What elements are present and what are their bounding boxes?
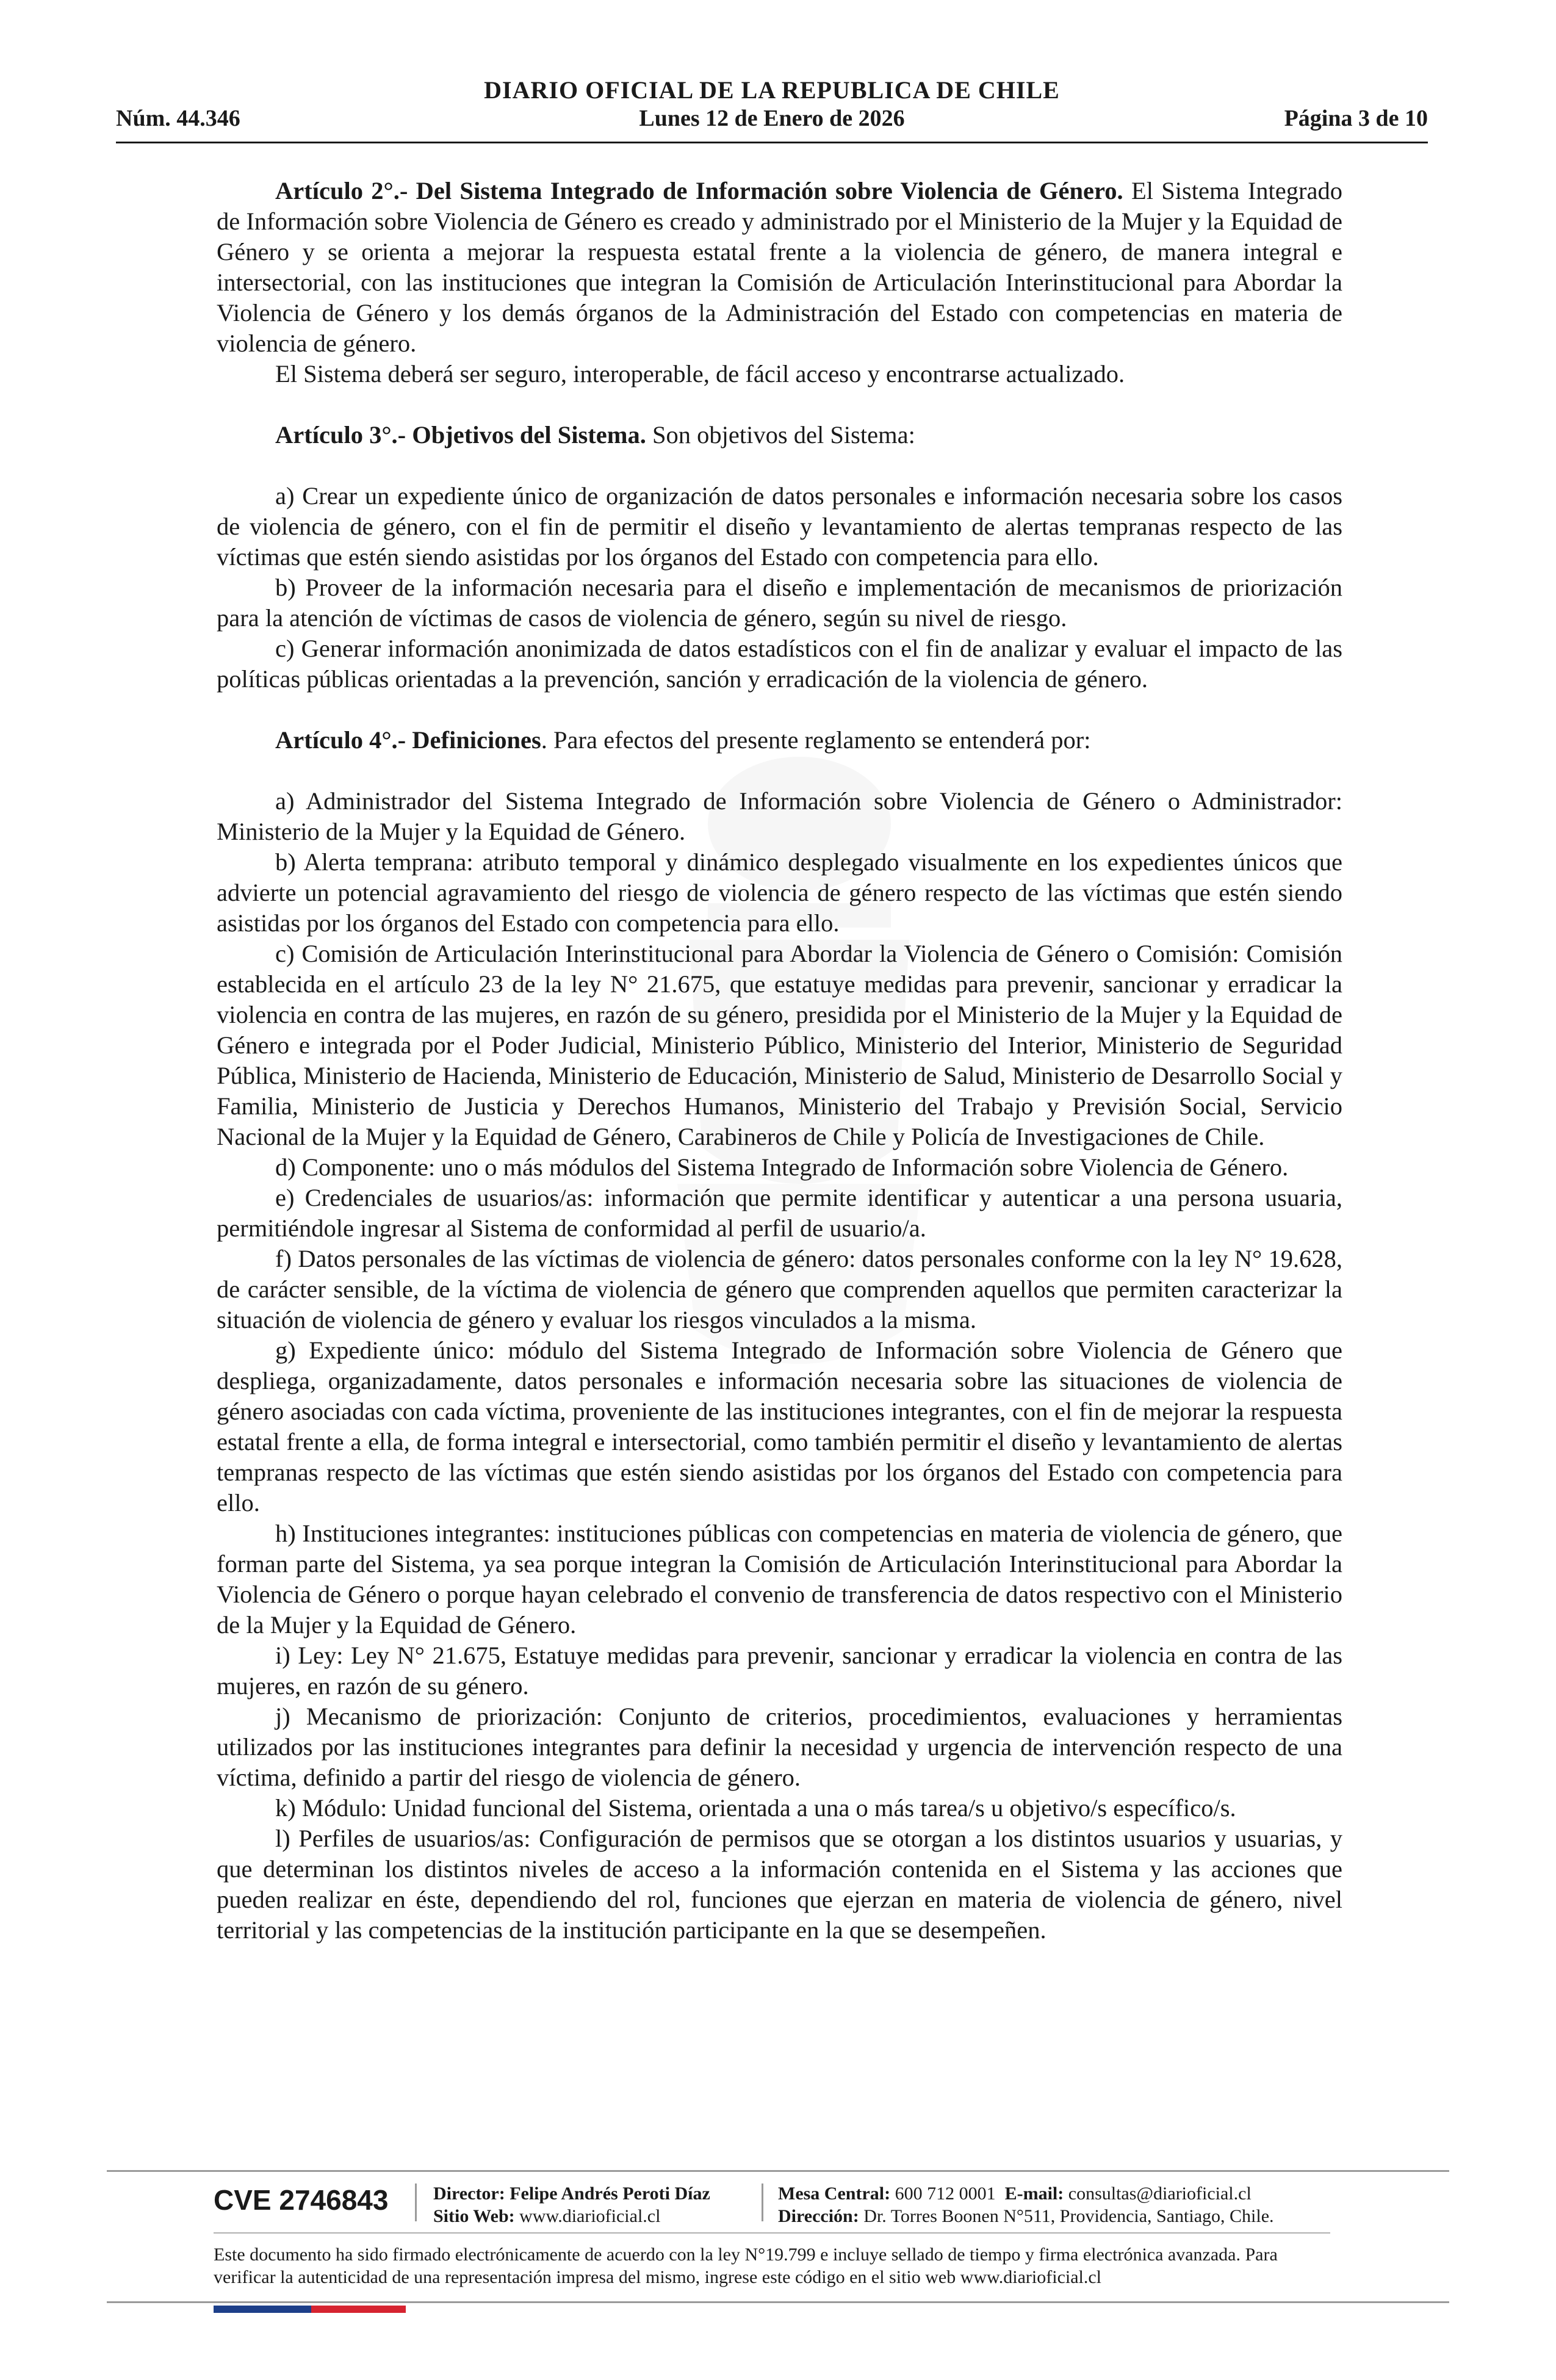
article-2 [217,176,1342,359]
phone-number: 600 712 0001 [895,2183,996,2204]
footer-separator [762,2183,763,2221]
issue-number: Núm. 44.346 [116,106,240,131]
footer-director-block [433,2182,710,2227]
list-item: l) Perfiles de usuarios/as: Configuración de permisos que se otorgan a los distintos usuarios y usuarias, y que determinan los distintos niveles de acceso a la información contenida en el Sistema y las acciones que pueden realizar en éste, dependiendo del rol, funciones que ejerzan en materia de violencia de género, nivel territorial y las competencias de la institución participante en la que se desempeñen. [217,1825,1342,1944]
header-divider [116,142,1428,143]
website-label: Sitio Web: [433,2206,515,2226]
publication-date: Lunes 12 de Enero de 2026 [639,106,905,131]
article-3 [217,420,1342,450]
footer-divider [107,2170,1449,2172]
list-item: b) Proveer de la información necesaria para el diseño e implementación de mecanismos de priorización para la atención de víctimas de casos de violencia de género, según su nivel de riesgo. [217,574,1342,632]
list-item: d) Componente: uno o más módulos del Sistema Integrado de Información sobre Violencia de Género. [275,1153,1289,1181]
article-2-text: El Sistema Integrado de Información sobre Violencia de Género es creado y administrado por el Ministerio de la Mujer y la Equidad de Género y se orienta a mejorar la respuesta estatal frente a la violencia de género, de manera integral e intersectorial, con las instituciones que integran la Comisión de Articulación Interinstitucional para Abordar la Violencia de Género y los demás órganos de la Administración del Estado con competencias en materia de violencia de género. [217,177,1342,357]
cve-code: CVE 2746843 [214,2184,389,2216]
flag-stripe-blue [214,2306,311,2313]
list-item: i) Ley: Ley N° 21.675, Estatuye medidas para prevenir, sancionar y erradicar la violencia en contra de las mujeres, en razón de su género. [217,1642,1342,1700]
list-item: h) Instituciones integrantes: instituciones públicas con competencias en materia de violencia de género, que forman parte del Sistema, ya sea porque integran la Comisión de Articulación Interinstitucional para Abordar la Violencia de Género o porque hayan celebrado el convenio de transferencia de datos respectivo con el Ministerio de la Mujer y la Equidad de Género. [217,1520,1342,1639]
article-3-text: Son objetivos del Sistema: [646,421,915,449]
email-link[interactable]: consultas@diarioficial.cl [1068,2183,1252,2204]
list-item: f) Datos personales de las víctimas de violencia de género: datos personales conforme con la ley N° 19.628, de carácter sensible, de la víctima de violencia de género que comprenden aquellos que permiten caracterizar la situación de violencia de género y evaluar los riesgos vinculados a la misma. [217,1245,1342,1333]
director-label: Director: [433,2183,505,2204]
footer-inner-divider [214,2232,1330,2234]
list-item: e) Credenciales de usuarios/as: información que permite identificar y autenticar a una persona usuaria, permitiéndole ingresar al Sistema de conformidad al perfil de usuario/a. [217,1184,1342,1242]
list-item: c) Generar información anonimizada de datos estadísticos con el fin de analizar y evaluar el impacto de las políticas públicas orientadas a la prevención, sanción y erradicación de la violencia de género. [217,635,1342,693]
website-link[interactable]: www.diarioficial.cl [519,2206,661,2226]
article-4-heading: Artículo 4°.- Definiciones [275,726,541,754]
email-label: E-mail: [1004,2183,1064,2204]
legal-notice: Este documento ha sido firmado electrónicamente de acuerdo con la ley N°19.799 e incluye sellado de tiempo y firma electrónica avanzada. Para verificar la autenticidad de una representación impresa del mismo, ingrese este código en el sitio web www.diarioficial.cl [214,2245,1278,2287]
address-label: Dirección: [778,2206,859,2226]
list-item: g) Expediente único: módulo del Sistema Integrado de Información sobre Violencia de Género que despliega, organizadamente, datos personales e información necesaria sobre las situaciones de violencia de género asociadas con cada víctima, proveniente de las instituciones integrantes, con el fin de mejorar la respuesta estatal frente a ella, de forma integral e intersectorial, como también permitir el diseño y levantamiento de alertas tempranas respecto de las víctimas que estén siendo asistidas por los órganos del Estado con competencia para ello. [217,1336,1342,1516]
flag-stripe-red [311,2306,406,2313]
document-body [217,176,1342,1945]
director-name: Felipe Andrés Peroti Díaz [510,2183,710,2204]
footer-contact-block [778,2182,1274,2227]
page-indicator: Página 3 de 10 [1284,106,1428,131]
list-item: b) Alerta temprana: atributo temporal y dinámico desplegado visualmente en los expedientes únicos que advierte un potencial agravamiento del riesgo de violencia de género respecto de las víctimas que estén siendo asistidas por los órganos del Estado con competencia para ello. [217,848,1342,937]
article-3-heading: Artículo 3°.- Objetivos del Sistema. [275,421,646,449]
list-item: c) Comisión de Articulación Interinstitucional para Abordar la Violencia de Género o Comisión: Comisión establecida en el artículo 23 de la ley N° 21.675, que estatuye medidas para prevenir, sancionar y erradicar la violencia en contra de las mujeres, en razón de su género, presidida por el Ministerio de la Mujer y la Equidad de Género e integrada por el Poder Judicial, Ministerio Público, Ministerio del Interior, Ministerio de Seguridad Pública, Ministerio de Hacienda, Ministerio de Educación, Ministerio de Salud, Ministerio de Desarrollo Social y Familia, Ministerio de Justicia y Derechos Humanos, Ministerio del Trabajo y Previsión Social, Servicio Nacional de la Mujer y la Equidad de Género, Carabineros de Chile y Policía de Investigaciones de Chile. [217,940,1342,1150]
list-item: j) Mecanismo de priorización: Conjunto de criterios, procedimientos, evaluaciones y herramientas utilizados por las instituciones integrantes para definir la necesidad y urgencia de intervención respecto de una víctima, definido a partir del riesgo de violencia de género. [217,1703,1342,1791]
footer-bottom-divider [107,2301,1449,2303]
article-2-heading: Artículo 2°.- Del Sistema Integrado de Información sobre Violencia de Género. [275,177,1123,204]
article-4 [217,725,1342,755]
list-item: a) Administrador del Sistema Integrado de Información sobre Violencia de Género o Administrador: Ministerio de la Mujer y la Equidad de Género. [217,787,1342,845]
publication-title: DIARIO OFICIAL DE LA REPUBLICA DE CHILE [484,76,1060,104]
address-text: Dr. Torres Boonen N°511, Providencia, Santiago, Chile. [863,2206,1274,2226]
article-4-text: . Para efectos del presente reglamento se entenderá por: [541,726,1091,754]
page-header [116,74,1428,142]
list-item: k) Módulo: Unidad funcional del Sistema, orientada a una o más tarea/s u objetivo/s específico/s. [275,1794,1236,1822]
article-2-paragraph: El Sistema deberá ser seguro, interoperable, de fácil acceso y encontrarse actualizado. [275,360,1125,388]
footer-separator [415,2183,417,2221]
list-item: a) Crear un expediente único de organización de datos personales e información necesaria sobre los casos de violencia de género, con el fin de permitir el diseño y levantamiento de alertas tempranas respecto de las víctimas que estén siendo asistidas por los órganos del Estado con competencia para ello. [217,482,1342,571]
phone-label: Mesa Central: [778,2183,891,2204]
